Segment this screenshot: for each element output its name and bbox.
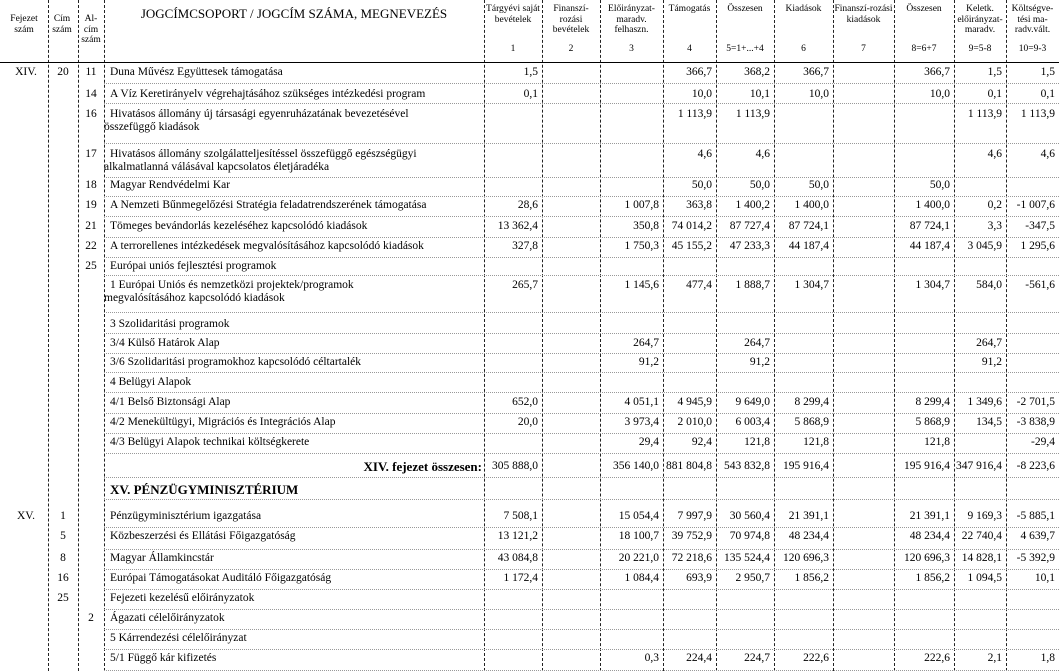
row-divider	[104, 433, 1059, 434]
row-divider	[104, 196, 1059, 197]
row-value: 0,1	[1040, 88, 1055, 100]
row-value: 0,2	[987, 199, 1002, 211]
row-value: 22 740,4	[961, 530, 1002, 542]
header-col-label: Összesen	[906, 4, 942, 14]
row-value: 265,7	[512, 279, 538, 291]
row-value: -29,4	[1031, 436, 1055, 448]
row-value: 1 145,6	[624, 279, 659, 291]
row-text: 4/2 Menekültügyi, Migrációs és Integrációs Alap	[110, 416, 336, 428]
row-value: 1 856,2	[794, 572, 829, 584]
row-value: 15 054,4	[618, 510, 659, 522]
row-value: 13 362,4	[497, 220, 538, 232]
row-value: 21 391,1	[788, 510, 829, 522]
row-value: 1 400,0	[915, 199, 950, 211]
row-divider	[104, 649, 1059, 650]
row-value: 1,5	[523, 66, 538, 78]
header-col-label: Támogatás	[668, 4, 711, 14]
row-value: 8 299,4	[915, 396, 950, 408]
row-value: -3 838,9	[1016, 416, 1055, 428]
row-value: 4 639,7	[1020, 530, 1055, 542]
row-alcim: 18	[85, 179, 97, 191]
row-divider	[104, 527, 1059, 528]
row-text: 5/1 Függő kár kifizetés	[110, 652, 217, 664]
row-text: Ágazati célelőirányzatok	[110, 612, 225, 624]
row-value: 1 304,7	[915, 279, 950, 291]
row-value: 43 084,8	[497, 552, 538, 564]
row-value: 4,6	[755, 148, 770, 160]
row-value: 195 916,4	[783, 460, 829, 472]
header-col-num: 8=6+7	[911, 44, 937, 54]
row-value: 1 172,4	[503, 572, 538, 584]
row-text: Közbeszerzési és Ellátási Főigazgatóság	[110, 530, 296, 542]
row-value: 28,6	[517, 199, 538, 211]
row-value: 0,1	[987, 88, 1002, 100]
row-value: 1 295,6	[1020, 240, 1055, 252]
row-text: 5 Kárrendezési célelőirányzat	[110, 632, 247, 644]
row-value: 1 113,9	[967, 108, 1002, 120]
row-value: 195 916,4	[904, 460, 950, 472]
row-value: -5 885,1	[1016, 510, 1055, 522]
row-value: 9 169,3	[967, 510, 1002, 522]
row-text: 4 Belügyi Alapok	[110, 376, 192, 388]
row-value: 477,4	[686, 279, 712, 291]
row-value: 693,9	[686, 572, 712, 584]
row-alcim: 25	[85, 260, 97, 272]
column-divider	[104, 0, 105, 671]
row-value: 44 187,4	[909, 240, 950, 252]
row-value: 50,0	[691, 179, 712, 191]
row-value: 1 888,7	[735, 279, 770, 291]
row-value: 4,6	[987, 148, 1002, 160]
row-value: 0,3	[644, 652, 659, 664]
header-col-num: 2	[568, 44, 574, 54]
row-value: 20 221,0	[618, 552, 659, 564]
row-fejezet: XIV.	[15, 66, 37, 78]
row-divider	[104, 216, 1059, 217]
row-alcim: 21	[85, 220, 97, 232]
row-value: 48 234,4	[909, 530, 950, 542]
row-value: 4,6	[697, 148, 712, 160]
row-text: Hivatásos állomány szolgálatteljesítéssel összefüggő egészségügyi	[110, 148, 417, 160]
row-value: 10,1	[749, 88, 770, 100]
row-value: 2 010,0	[677, 416, 712, 428]
row-text: A Víz Keretirányelv végrehajtásához szükséges intézkedési program	[110, 88, 426, 100]
row-value: 0,1	[523, 88, 538, 100]
row-value: 1 750,3	[624, 240, 659, 252]
row-divider	[104, 103, 1059, 104]
row-divider	[104, 549, 1059, 550]
row-value: 1 113,9	[1020, 108, 1055, 120]
row-value: 47 233,3	[729, 240, 770, 252]
row-value: 14 828,1	[961, 552, 1002, 564]
row-divider	[104, 143, 1059, 144]
row-divider	[104, 177, 1059, 178]
row-value: 1,5	[1040, 66, 1055, 78]
row-value: 366,7	[803, 66, 829, 78]
row-value: 10,0	[808, 88, 829, 100]
row-divider	[104, 413, 1059, 414]
row-value: 1,5	[987, 66, 1002, 78]
row-value: 305 888,0	[492, 460, 538, 472]
row-text: Magyar Államkincstár	[110, 552, 214, 564]
row-divider	[104, 589, 1059, 590]
row-value: 87 727,4	[729, 220, 770, 232]
row-value: 74 014,2	[671, 220, 712, 232]
row-value: 264,7	[976, 337, 1002, 349]
row-divider	[104, 372, 1059, 373]
row-value: 87 724,1	[909, 220, 950, 232]
row-value: 134,5	[976, 416, 1002, 428]
row-value: 121,8	[924, 436, 950, 448]
row-value: 356 140,0	[613, 460, 659, 472]
row-value: 7 997,9	[677, 510, 712, 522]
row-cim: 1	[60, 510, 66, 522]
row-value: 30 560,4	[729, 510, 770, 522]
row-value: 50,0	[929, 179, 950, 191]
row-value: 39 752,9	[671, 530, 712, 542]
row-value: 264,7	[744, 337, 770, 349]
row-value: 10,1	[1034, 572, 1055, 584]
row-text: Hivatásos állomány új társasági egyenruházatának bevezetésével	[110, 108, 409, 120]
row-value: 3 045,9	[967, 240, 1002, 252]
row-value: 4 051,1	[624, 396, 659, 408]
row-divider	[104, 392, 1059, 393]
row-divider	[104, 275, 1059, 276]
row-value: 350,8	[633, 220, 659, 232]
row-value: 264,7	[633, 337, 659, 349]
header-col-label: Összesen	[727, 4, 763, 14]
row-value: 10,0	[929, 88, 950, 100]
header-col-num: 5=1+...+4	[726, 44, 764, 54]
row-divider	[104, 569, 1059, 570]
row-text: A terrorellenes intézkedések megvalósításához kapcsolódó kiadások	[110, 240, 424, 252]
row-value: 9 649,0	[735, 396, 770, 408]
row-value: 1 113,9	[735, 108, 770, 120]
row-value: 91,2	[749, 356, 770, 368]
row-cim: 16	[57, 572, 69, 584]
row-value: 87 724,1	[788, 220, 829, 232]
row-text: Pénzügyminisztérium igazgatása	[110, 510, 262, 522]
header-col-label: Tárgyévi saját bevételek	[486, 4, 540, 25]
header-col-num: 9=5-8	[968, 44, 992, 54]
row-value: 135 524,4	[724, 552, 770, 564]
row-text-continued: alkalmatlanná válásával kapcsolatos életjáradéka	[104, 161, 330, 173]
row-value: 13 121,2	[497, 530, 538, 542]
row-text: Fejezeti kezelésű előirányzatok	[110, 592, 255, 604]
row-divider	[104, 257, 1059, 258]
row-value: 652,0	[512, 396, 538, 408]
row-value: 1 400,2	[735, 199, 770, 211]
row-value: 20,0	[517, 416, 538, 428]
row-value: 1 007,8	[624, 199, 659, 211]
row-divider	[104, 353, 1059, 354]
row-value: 6 003,4	[735, 416, 770, 428]
column-divider	[542, 0, 543, 671]
row-value: 4,6	[1040, 148, 1055, 160]
row-text: Duna Művész Együttesek támogatása	[110, 66, 283, 78]
row-value: 363,8	[686, 199, 712, 211]
row-text: 4/3 Belügyi Alapok technikai költségkerete	[110, 436, 310, 448]
row-text-continued: megvalósításához kapcsolódó kiadások	[104, 292, 285, 304]
row-cim: 25	[57, 592, 69, 604]
row-value: -5 392,9	[1016, 552, 1055, 564]
row-value: 222,6	[924, 652, 950, 664]
row-value: 50,0	[749, 179, 770, 191]
row-text: 3/6 Szolidaritási programokhoz kapcsolódó céltartalék	[110, 356, 362, 368]
header-col-num: 1	[510, 44, 516, 54]
header-cim: Cím szám	[52, 14, 72, 35]
row-value: 366,7	[924, 66, 950, 78]
row-text: 3/4 Külső Határok Alap	[110, 337, 220, 349]
header-divider	[0, 62, 1059, 63]
row-alcim: 2	[88, 612, 94, 624]
row-value: 72 218,6	[671, 552, 712, 564]
row-value: 21 391,1	[909, 510, 950, 522]
column-divider	[48, 0, 49, 671]
row-value: 7 508,1	[503, 510, 538, 522]
row-value: 366,7	[686, 66, 712, 78]
row-text: 4/1 Belső Biztonsági Alap	[110, 396, 231, 408]
header-col-label: Finanszí-rozási bevételek	[552, 4, 590, 35]
row-alcim: 17	[85, 148, 97, 160]
row-divider	[104, 312, 1059, 313]
header-col-label: Kiadások	[785, 4, 822, 14]
row-value: 2,1	[987, 652, 1002, 664]
row-divider	[104, 629, 1059, 630]
row-value: 1 113,9	[677, 108, 712, 120]
row-value: 1 349,6	[967, 396, 1002, 408]
row-value: 1 400,0	[794, 199, 829, 211]
row-value: 120 696,3	[783, 552, 829, 564]
header-col-label: Költségve-tési ma-radv.vált.	[1011, 4, 1054, 35]
row-fejezet: XV.	[16, 510, 35, 522]
row-value: 327,8	[512, 240, 538, 252]
row-value: 1 094,5	[967, 572, 1002, 584]
row-alcim: 19	[85, 199, 97, 211]
column-divider	[600, 0, 601, 671]
row-divider	[104, 237, 1059, 238]
row-value: 70 974,8	[729, 530, 770, 542]
header-col-num: 3	[629, 44, 634, 54]
header-title: JOGCÍMCSOPORT / JOGCÍM SZÁMA, MEGNEVEZÉS	[140, 6, 448, 21]
row-text: A Nemzeti Bűnmegelőzési Stratégia feladatrendszerének támogatása	[110, 199, 427, 211]
row-alcim: 14	[85, 88, 97, 100]
row-value: -8 223,6	[1016, 460, 1055, 472]
row-value: 881 804,8	[666, 460, 712, 472]
row-value: 368,2	[744, 66, 770, 78]
header-col-num: 7	[861, 44, 866, 54]
row-value: 50,0	[808, 179, 829, 191]
row-value: 1 304,7	[794, 279, 829, 291]
row-value: 45 155,2	[671, 240, 712, 252]
header-col-num: 10=9-3	[1018, 44, 1047, 54]
row-value: 347 916,4	[956, 460, 1002, 472]
row-text: 3 Szolidaritási programok	[110, 318, 230, 330]
header-col-num: 6	[801, 44, 806, 54]
row-value: -561,6	[1025, 279, 1055, 291]
row-value: 29,4	[638, 436, 659, 448]
row-value: 121,8	[803, 436, 829, 448]
row-value: 120 696,3	[904, 552, 950, 564]
row-value: 121,8	[744, 436, 770, 448]
row-value: 1 856,2	[915, 572, 950, 584]
header-col-label: Finanszí-rozási kiadások	[834, 4, 893, 25]
row-value: 3,3	[987, 220, 1002, 232]
row-divider	[104, 609, 1059, 610]
row-value: 584,0	[976, 279, 1002, 291]
row-value: 5 868,9	[794, 416, 829, 428]
row-value: 10,0	[691, 88, 712, 100]
header-col-label: Előirányzat-maradv. felhaszn.	[608, 4, 655, 35]
row-cim: 20	[57, 66, 69, 78]
row-value: -347,5	[1025, 220, 1055, 232]
row-value: 543 832,8	[724, 460, 770, 472]
row-text: 1 Európai Uniós és nemzetközi projektek/programok	[110, 279, 354, 291]
row-value: 222,6	[803, 652, 829, 664]
header-alcim: Al-cím szám	[81, 14, 101, 45]
row-value: 8 299,4	[794, 396, 829, 408]
row-divider	[104, 499, 1059, 500]
row-total-label: XIV. fejezet összesen:	[363, 459, 482, 474]
row-value: 4 945,9	[677, 396, 712, 408]
row-value: 44 187,4	[788, 240, 829, 252]
row-value: 224,7	[744, 652, 770, 664]
row-text: Tömeges bevándorlás kezeléséhez kapcsolódó kiadások	[110, 220, 368, 232]
row-alcim: 11	[85, 66, 97, 78]
row-value: 1 084,4	[624, 572, 659, 584]
row-divider	[104, 83, 1059, 84]
row-value: 2 950,7	[735, 572, 770, 584]
row-cim: 5	[60, 530, 66, 542]
row-value: 5 868,9	[915, 416, 950, 428]
row-divider	[104, 477, 1059, 478]
row-value: -1 007,6	[1016, 199, 1055, 211]
row-divider	[104, 333, 1059, 334]
row-value: 91,2	[638, 356, 659, 368]
header-col-num: 4	[687, 44, 692, 54]
header-fejezet: Fejezet szám	[10, 14, 38, 35]
row-value: 224,4	[686, 652, 712, 664]
row-chapter-title: XV. PÉNZÜGYMINISZTÉRIUM	[110, 482, 299, 497]
row-cim: 8	[60, 552, 66, 564]
row-text: Európai uniós fejlesztési programok	[110, 260, 277, 272]
row-value: -2 701,5	[1016, 396, 1055, 408]
row-value: 92,4	[691, 436, 712, 448]
row-value: 3 973,4	[624, 416, 659, 428]
row-alcim: 16	[85, 108, 97, 120]
row-value: 1,8	[1040, 652, 1055, 664]
row-value: 18 100,7	[618, 530, 659, 542]
row-text-continued: összefüggő kiadások	[104, 121, 200, 133]
row-text: Európai Támogatásokat Auditáló Főigazgatóság	[110, 572, 332, 584]
header-col-label: Keletk. előirányzat-maradv.	[957, 4, 1003, 35]
column-divider	[833, 0, 834, 671]
row-alcim: 22	[85, 240, 97, 252]
row-value: 91,2	[981, 356, 1002, 368]
row-value: 48 234,4	[788, 530, 829, 542]
row-divider	[104, 453, 1059, 454]
row-text: Magyar Rendvédelmi Kar	[110, 179, 231, 191]
